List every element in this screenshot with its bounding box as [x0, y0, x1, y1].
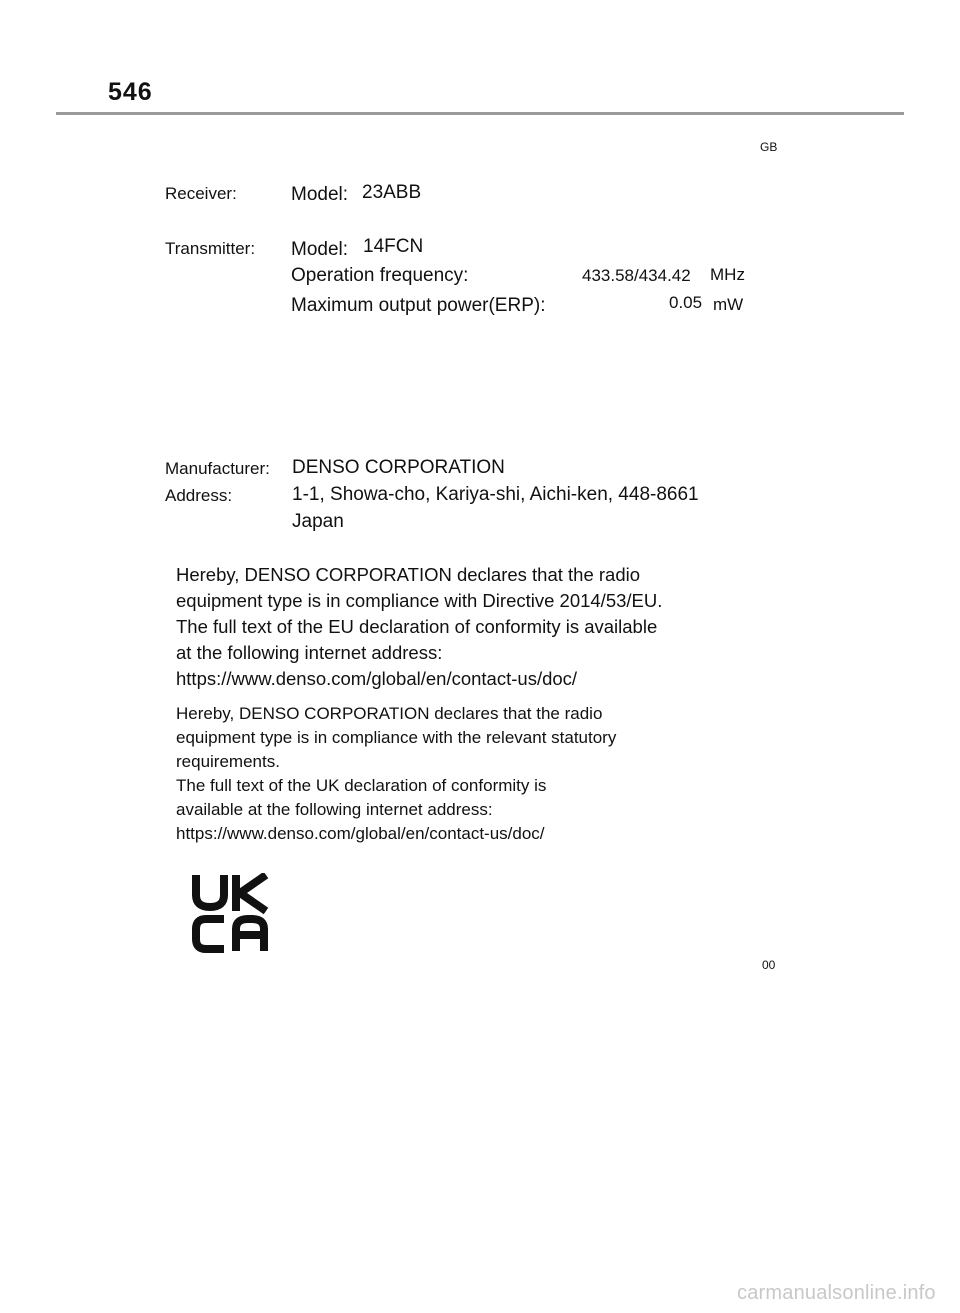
watermark-text: carmanualsonline.info — [737, 1282, 936, 1304]
uk-declaration-line: The full text of the UK declaration of conformity is — [176, 776, 547, 795]
manufacturer-name: DENSO CORPORATION — [292, 457, 505, 478]
address-label: Address: — [165, 486, 233, 505]
header-divider — [56, 112, 904, 115]
address-line-1: 1-1, Showa-cho, Kariya-shi, Aichi-ken, 448-8661 — [292, 484, 699, 505]
uk-declaration-url: https://www.denso.com/global/en/contact-us/doc/ — [176, 824, 545, 843]
transmitter-model: 14FCN — [363, 236, 424, 257]
uk-declaration — [176, 702, 696, 846]
manufacturer-label: Manufacturer: — [165, 459, 270, 478]
ukca-mark-logo — [192, 873, 270, 953]
transmitter-model-label: Model: — [291, 239, 349, 260]
page-number: 546 — [108, 78, 153, 106]
eu-declaration-line: equipment type is in compliance with Directive 2014/53/EU. — [176, 590, 663, 611]
receiver-label: Receiver: — [165, 184, 237, 203]
receiver-model: 23ABB — [362, 182, 422, 203]
uk-declaration-line: requirements. — [176, 752, 280, 771]
address-line-2: Japan — [292, 511, 344, 532]
power-label: Maximum output power(ERP): — [291, 295, 546, 316]
eu-declaration-line: at the following internet address: — [176, 642, 443, 663]
frequency-unit: MHz — [710, 265, 745, 284]
receiver-model-label: Model: — [291, 184, 349, 205]
footer-code: 00 — [762, 958, 776, 972]
uk-declaration-line: available at the following internet address: — [176, 800, 493, 819]
transmitter-label: Transmitter: — [165, 239, 256, 258]
eu-declaration — [176, 562, 716, 692]
uk-declaration-line: Hereby, DENSO CORPORATION declares that the radio — [176, 704, 603, 723]
eu-declaration-line: The full text of the EU declaration of conformity is available — [176, 616, 658, 637]
eu-declaration-line: Hereby, DENSO CORPORATION declares that the radio — [176, 564, 641, 585]
region-code: GB — [760, 140, 778, 154]
eu-declaration-url: https://www.denso.com/global/en/contact-us/doc/ — [176, 668, 578, 689]
power-value: 0.05 — [669, 293, 703, 312]
uk-declaration-line: equipment type is in compliance with the relevant statutory — [176, 728, 617, 747]
power-unit: mW — [713, 295, 744, 314]
frequency-value: 433.58/434.42 — [582, 266, 691, 285]
frequency-label: Operation frequency: — [291, 265, 469, 286]
